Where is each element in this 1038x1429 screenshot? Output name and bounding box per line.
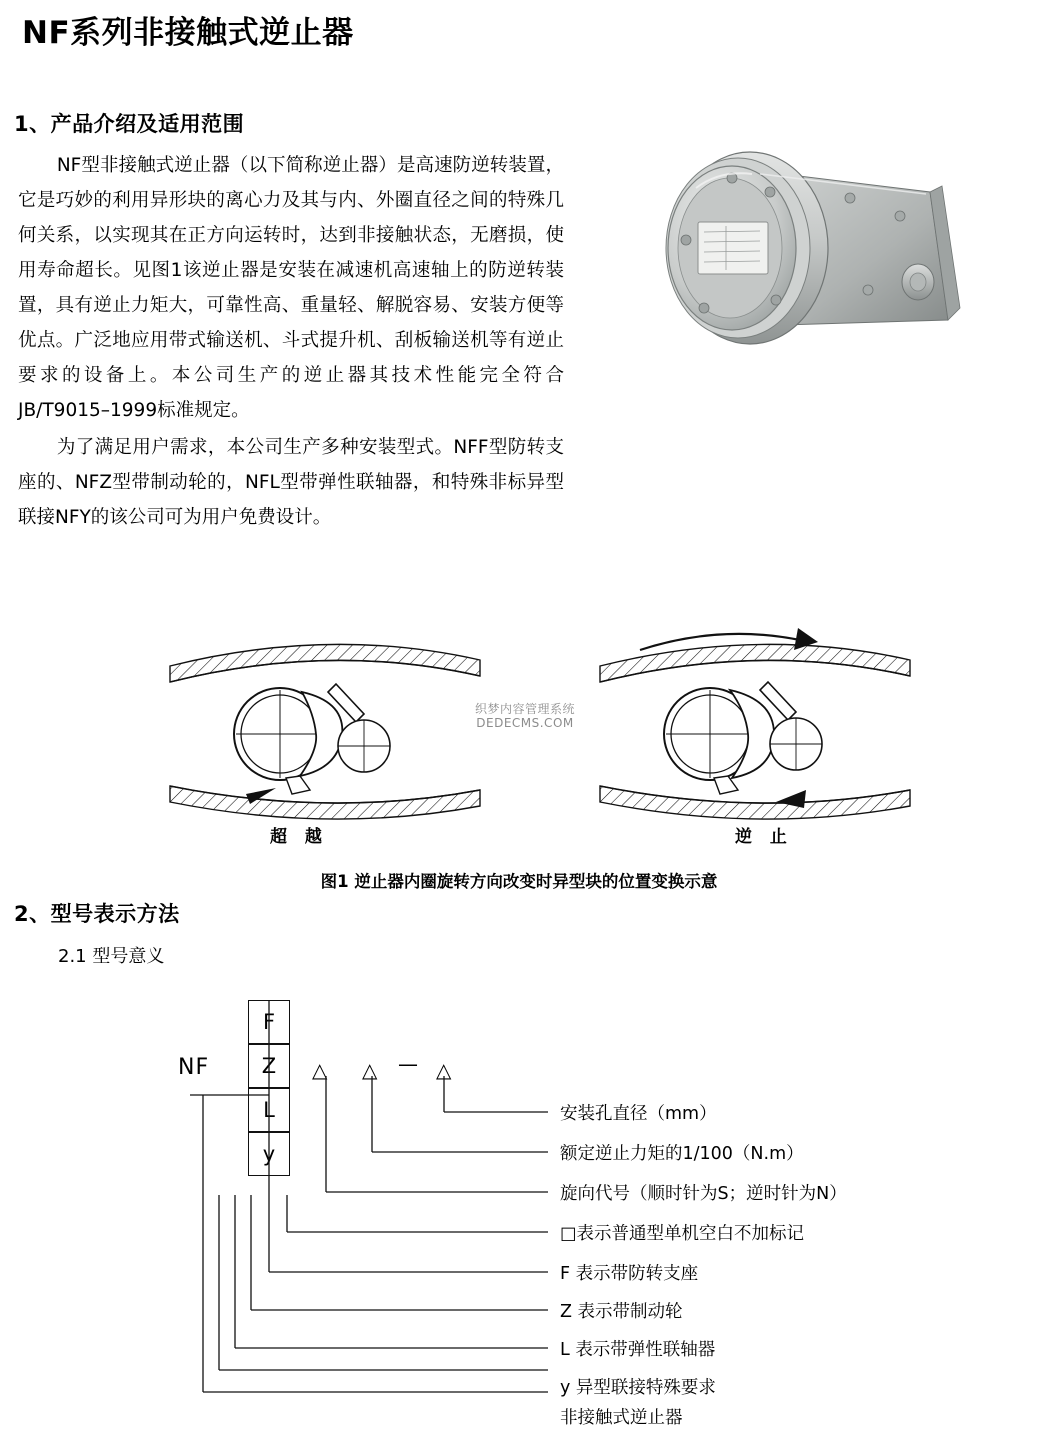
watermark-line-2: DEDECMS.COM bbox=[476, 716, 574, 730]
paragraph-1: NF型非接触式逆止器（以下简称逆止器）是高速防逆转装置，它是巧妙的利用异形块的离心力及其与内、外圈直径之间的特殊几何关系，以实现其在正方向运转时，达到非接触状态，无磨损，使用寿命超长。见图1该逆止器是安装在减速机高速轴上的防逆转装置，具有逆止力矩大，可靠性高、重量轻、解脱容易、安装方便等优点。广泛地应用带式输送机、斗式提升机、刮板输送机等有逆止要求的设备上。本公司生产的逆止器其技术性能完全符合JB/T9015–1999标准规定。 bbox=[18, 155, 564, 421]
figure-1-label-backstop: 逆 止 bbox=[735, 827, 793, 847]
figure-1-caption: 图1 逆止器内圈旋转方向改变时异型块的位置变换示意 bbox=[320, 872, 718, 891]
subsection-heading-2-1: 2.1 型号意义 bbox=[58, 946, 165, 967]
model-letter-box-y: y bbox=[248, 1132, 290, 1176]
model-letter-box-f: F bbox=[248, 1000, 290, 1044]
legend-f-torque-arm: F 表示带防转支座 bbox=[560, 1264, 699, 1284]
model-dash: — bbox=[398, 1052, 418, 1076]
body-text bbox=[18, 148, 564, 537]
model-triangle-2: △ bbox=[362, 1058, 378, 1082]
legend-standard-type: □表示普通型单机空白不加标记 bbox=[560, 1224, 805, 1244]
legend-y-special-connection: y 异型联接特殊要求 bbox=[560, 1378, 716, 1398]
legend-z-brake-wheel: Z 表示带制动轮 bbox=[560, 1302, 683, 1322]
product-photo bbox=[600, 130, 1030, 370]
legend-rated-torque: 额定逆止力矩的1/100（N.m） bbox=[560, 1144, 804, 1164]
figure-1-svg bbox=[150, 618, 910, 848]
model-triangle-1: △ bbox=[312, 1058, 328, 1082]
mechanism-backstop bbox=[600, 628, 910, 819]
model-letter-box-z: Z bbox=[248, 1044, 290, 1088]
model-triangle-3: △ bbox=[436, 1058, 452, 1082]
watermark bbox=[460, 702, 590, 730]
watermark-line-1: 织梦内容管理系统 bbox=[474, 702, 575, 716]
page-title: NF系列非接触式逆止器 bbox=[22, 15, 354, 51]
legend-mounting-hole-diameter: 安装孔直径（mm） bbox=[560, 1104, 717, 1124]
legend-rotation-direction-code: 旋向代号（顺时针为S；逆时针为N） bbox=[560, 1184, 847, 1204]
figure-1-drawing bbox=[150, 618, 910, 848]
section-heading-2: 2、型号表示方法 bbox=[14, 902, 180, 926]
model-letter-box-l: L bbox=[248, 1088, 290, 1132]
section-heading-1: 1、产品介绍及适用范围 bbox=[14, 112, 245, 136]
figure-1-label-overrun: 超 越 bbox=[270, 827, 328, 847]
legend-l-elastic-coupling: L 表示带弹性联轴器 bbox=[560, 1340, 716, 1360]
mechanism-overrun bbox=[170, 644, 480, 819]
product-photo-drawing bbox=[600, 130, 1030, 370]
model-prefix-label: NF bbox=[178, 1055, 210, 1080]
legend-product-name: 非接触式逆止器 bbox=[560, 1408, 683, 1428]
paragraph-2: 为了满足用户需求，本公司生产多种安装型式。NFF型防转支座的、NFZ型带制动轮的，NFL型带弹性联轴器，和特殊非标异型联接NFY的该公司可为用户免费设计。 bbox=[18, 437, 564, 528]
